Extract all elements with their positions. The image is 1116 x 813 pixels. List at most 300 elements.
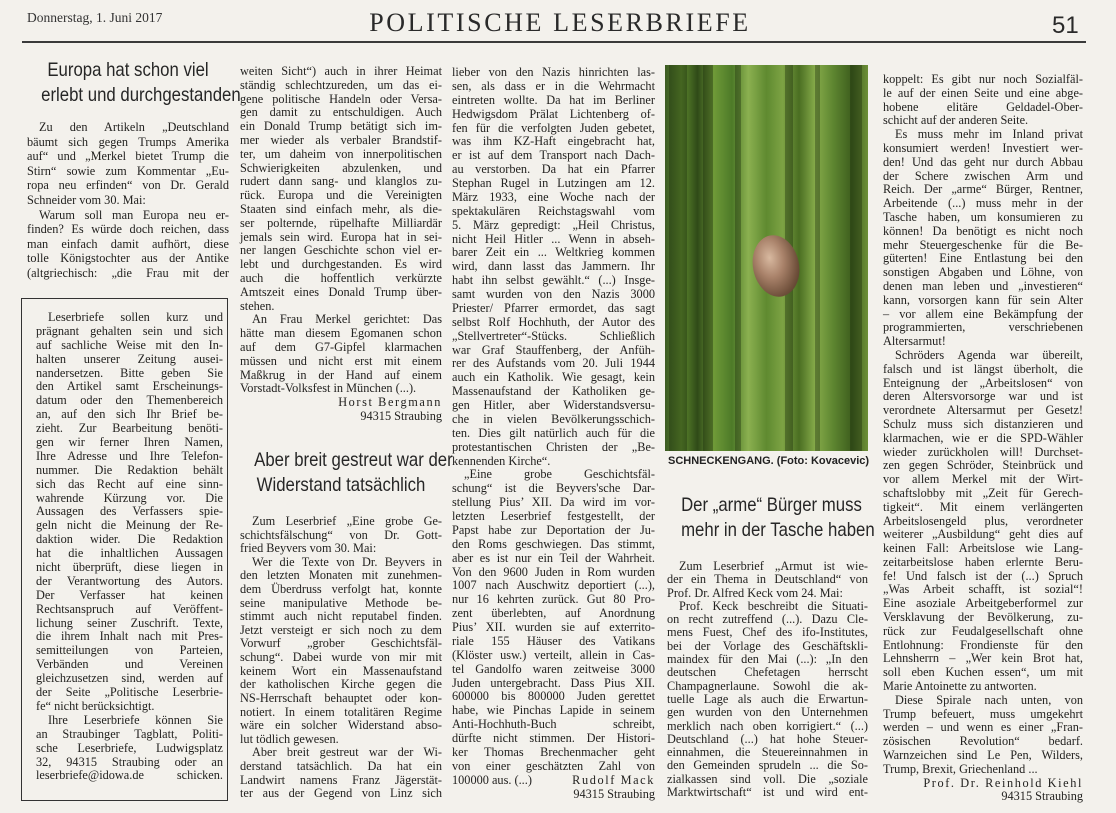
text-line [452, 205, 655, 219]
text-line [883, 101, 1083, 115]
line-text: rück. Europa und die Vereinigten [240, 188, 442, 203]
line-text: er ist auf dem Transport nach Dach- [452, 148, 655, 163]
text-line [36, 325, 223, 339]
line-text: habe, wie Pinchas Lapide in seinem [452, 703, 655, 718]
text-line [36, 603, 223, 617]
line-text: rudert dann sang- und klanglos zu- [240, 174, 442, 189]
line-text: Von den 9600 Juden in Rom wurden [452, 564, 655, 579]
line-text: nandersetzen. Bitte geben Sie [36, 365, 223, 380]
text-line [240, 369, 442, 383]
line-text: hätte man diesem Egomanen schon [240, 326, 442, 341]
line-text: dürfte nicht stimmen. Der Histori- [452, 731, 655, 745]
text-line [452, 704, 655, 718]
line-text: tolle Königstochter aus der Antike [27, 251, 229, 266]
line-text: der Seite „Politische Leserbrie- [36, 685, 223, 700]
text-line [36, 769, 223, 783]
text-line [240, 355, 442, 369]
author-place: 94315 Straubing [1001, 789, 1083, 804]
text-line [240, 651, 442, 665]
line-text: Deutschland (...) hat hohe Steuer- [667, 731, 868, 746]
line-text: ser polternde, rüpelhafte Milliardär [240, 215, 442, 230]
text-line [452, 122, 655, 136]
text-line [240, 120, 442, 134]
text-line [883, 308, 1083, 322]
line-text: hat die inhaltlichen Aussagen [36, 546, 223, 561]
text-line [452, 482, 655, 496]
text-line [240, 597, 442, 611]
text-line [452, 441, 655, 455]
line-text: Wer die Texte von Dr. Beyvers in [252, 554, 442, 569]
line-text: an, auf den sich Ihr Brief be- [36, 407, 223, 422]
text-line [883, 73, 1083, 87]
line-text: einnahmen, die Steuereinnahmen in [667, 745, 868, 760]
line-text: den Artikel samt Erscheinungs- [36, 379, 223, 394]
line-text: dem Überdruss verfolgt hat, konnte [240, 582, 442, 597]
text-line [452, 260, 655, 274]
text-line [452, 344, 655, 358]
line-text: gleichzusetzen sind, werden auf [36, 671, 223, 686]
line-text: seine manipulative Methode be- [240, 595, 442, 610]
text-line [452, 316, 655, 330]
text-line [452, 496, 655, 510]
text-line [27, 222, 229, 237]
text-line [452, 399, 655, 413]
text-line [240, 189, 442, 203]
text-line [883, 501, 1083, 515]
text-line [36, 547, 223, 561]
line-text: Aussagen des Verfassers spie- [36, 504, 223, 519]
line-text: zen gegen Schröder, Steinbrück und [883, 458, 1083, 473]
line-text: auch die hoffentlich verkürzte [240, 270, 442, 285]
text-line [452, 94, 655, 108]
line-text: Ihre Leserbriefe können Sie [48, 712, 223, 727]
text-line [452, 552, 655, 566]
article-headline [240, 448, 453, 498]
line-text: „Eine grobe Geschichtsfäl- [464, 467, 655, 482]
line-text: der Schere zwischen Arm und [883, 168, 1083, 183]
text-line [36, 533, 223, 547]
text-line [883, 528, 1083, 542]
text-line [452, 219, 655, 233]
text-line [452, 330, 655, 344]
text-line [240, 341, 442, 355]
text-line [36, 422, 223, 436]
line-text: Der Verfasser hat keinen [36, 587, 223, 602]
text-line [667, 626, 868, 639]
wood-grain [815, 65, 820, 451]
text-line [240, 542, 442, 556]
text-line [883, 708, 1083, 722]
line-text: hobene elitäre Geldadel-Ober- [883, 99, 1083, 114]
line-text: ropa neu erfinden“ von Dr. Gerald [27, 178, 229, 193]
wood-grain [850, 65, 862, 451]
line-text: Amtszeit eines Donald Trump über- [240, 284, 442, 299]
line-text: nicht überprüft, diese liegen in [36, 560, 223, 575]
line-text: 5. März gepredigt: „Heil Christus, [452, 217, 655, 232]
line-text: Trump befeuert, muss umgekehrt [883, 706, 1083, 721]
line-text: letzten Leserbrief festgestellt, der [452, 509, 655, 523]
line-text: rer des Aufstands vom 20. Juli 1944 [452, 356, 655, 371]
text-line [883, 721, 1083, 735]
line-text: wäre ein solcher Widerstand abso- [240, 718, 442, 733]
line-text: sche Leserbriefe, Ludwigsplatz [36, 740, 223, 755]
line-text: eintreten wollte. Da hat im Berliner [452, 92, 655, 107]
line-text: mer wieder als verbaler Brandstif- [240, 132, 442, 147]
text-line [883, 321, 1083, 335]
text-line [240, 692, 442, 706]
line-text: März 1933, eine Woche nach der [452, 189, 655, 204]
text-line [883, 625, 1083, 639]
line-text: ständig schlechtzureden, um das ei- [240, 77, 442, 92]
line-text: stehen. [240, 298, 275, 313]
article-text [667, 560, 868, 799]
line-text: selbst Rolf Hochhuth, der Autor des [452, 314, 655, 329]
text-line [452, 246, 655, 260]
text-line [240, 272, 442, 286]
text-line [27, 237, 229, 252]
line-text: Priester/ Pfarrer ermordet, das sagt [452, 300, 655, 315]
line-text: mehr Steuergeschenke für die Be- [883, 237, 1083, 252]
line-text: zeitarbeitslose haben erlernte Beru- [883, 554, 1083, 569]
text-line [27, 178, 229, 193]
text-line [667, 720, 868, 733]
text-line [452, 233, 655, 247]
line-text: 32, 94315 Straubing oder an [36, 754, 223, 769]
line-text: spektakulären Reichstagswahl vom [452, 203, 655, 218]
text-line [27, 266, 229, 281]
text-line [240, 286, 442, 300]
line-text: der ein Thema in Deutschland“ von [667, 572, 868, 587]
line-text: auf“ und „Merkel bietet Trump die [27, 149, 229, 164]
line-text: prägnant gehalten sein und sich [36, 323, 223, 338]
text-line [36, 450, 223, 464]
text-line [667, 773, 868, 786]
line-text: werden – und wenn es einer „Fran- [883, 720, 1083, 735]
line-text: man einfach damit aufhört, diese [27, 236, 229, 251]
line-text: nur 16 kehrten zurück. Gut 80 Pro- [452, 592, 655, 607]
line-text: Altersarmut! [883, 334, 946, 349]
line-text: Tasche haben, um konsumieren zu [883, 209, 1083, 224]
issue-date: Donnerstag, 1. Juni 2017 [27, 10, 163, 25]
line-text: Aber breit gestreut war der Wi- [252, 745, 442, 760]
text-line [36, 561, 223, 575]
line-text: Pius’ XII. wurden sie auf exterrito- [452, 620, 655, 634]
line-text: nummer. Die Redaktion behält [36, 462, 223, 477]
line-text: Stirn“ sowie zum Kommentar „Eu- [27, 163, 229, 178]
text-line [883, 114, 1083, 128]
text-line [36, 714, 223, 728]
line-text: den Roms geschwiegen. Das stimmt, [452, 536, 655, 551]
line-text: le auf der einen Seite und eine abge- [883, 85, 1083, 100]
text-line [667, 560, 868, 573]
line-text: Schröders Agenda war übereilt, [895, 347, 1083, 362]
text-line [36, 742, 223, 756]
headline-line: mehr in der Tasche haben [681, 519, 875, 541]
text-line [240, 203, 442, 217]
text-line [883, 87, 1083, 101]
line-text: An Frau Merkel gerichtet: Das [252, 312, 442, 327]
text-line [27, 251, 229, 266]
line-text: kennenden Kirche“. [452, 453, 551, 468]
line-text: Maßkrug in der Hand auf einem [240, 367, 442, 382]
text-line [883, 680, 1083, 694]
line-text: ein Donald Trump betätigt sich im- [240, 119, 442, 134]
text-line [36, 519, 223, 533]
text-line [452, 357, 655, 371]
headline-line: erlebt und durchgestanden [41, 84, 241, 106]
line-text: verordnete Altersarmut per Gesetz! [883, 403, 1083, 418]
text-line [452, 385, 655, 399]
line-text: gen damit zu entschuldigen. Auch [240, 105, 442, 120]
line-text: Massenaufstand der Katholiken ge- [452, 384, 655, 399]
text-line [883, 666, 1083, 680]
text-line [452, 538, 655, 552]
line-text: derstand tatsächlich. Da hat ein [240, 758, 442, 773]
line-text: weiterer „Ausbildung“ geht dies auf [883, 527, 1083, 542]
text-line [667, 759, 868, 772]
line-text: NS-Herrschaft behauptet oder kon- [240, 690, 442, 705]
text-line [452, 649, 655, 663]
line-text: Enteignung der „Arbeitslosen“ von [883, 375, 1083, 390]
line-text: (Klöster usw.) verteilt, allein in Cas- [452, 647, 655, 662]
text-line [240, 760, 442, 774]
author-place: 94315 Straubing [573, 786, 655, 801]
line-text: che in vielen Bevölkerungsschich- [452, 411, 655, 426]
text-line [667, 653, 868, 666]
line-text: stimmt auch nicht reputabel finden. [240, 609, 442, 624]
line-text: Verbänden und Vereinen [36, 657, 223, 672]
line-text: den! Und das geht nur durch Abbau [883, 154, 1083, 169]
line-text: an Straubinger Tagblatt, Politi- [36, 726, 223, 741]
text-line [883, 363, 1083, 377]
line-text: schung“. Dabei wurde von mir mit [240, 650, 442, 665]
text-line [883, 390, 1083, 404]
text-line [240, 719, 442, 733]
article-text [240, 65, 442, 424]
text-line [452, 718, 655, 732]
article-text [240, 515, 442, 801]
line-text: Zum Leserbrief „Eine grobe Ge- [252, 514, 442, 528]
text-line [452, 732, 655, 746]
author-name [240, 396, 442, 410]
text-line [667, 693, 868, 706]
text-line [36, 700, 223, 714]
line-text: zösischen Revolution“ bedarf. [883, 734, 1083, 749]
line-text: Papst habe zur Deportation der Ju- [452, 522, 655, 537]
text-line [36, 630, 223, 644]
line-text: Warum soll man Europa neu er- [39, 207, 229, 222]
line-text: 1007 nach Auschwitz deportiert (...), [452, 578, 655, 593]
text-line [883, 694, 1083, 708]
text-line [883, 404, 1083, 418]
line-text: müssen und nicht erst mit einem [240, 353, 442, 368]
text-line [883, 418, 1083, 432]
text-line [667, 573, 868, 586]
text-line [883, 170, 1083, 184]
line-text: schichtsfälschung“ von Dr. Gott- [240, 527, 442, 542]
line-text: Arbeitslosengeld plus, verordneter [883, 513, 1083, 528]
line-text: gen wurden von den Unternehmen [667, 705, 868, 720]
text-line [36, 617, 223, 631]
text-line [36, 367, 223, 381]
text-line [452, 635, 655, 649]
line-text: Es muss mehr im Inland privat [895, 127, 1083, 142]
line-text: Hedwigsdom Prälat Lichtenberg of- [452, 106, 655, 121]
line-text: gen Hitler, aber Widerstandsversu- [452, 398, 655, 412]
line-text: falsch und ist längst überholt, die [883, 361, 1083, 376]
snail-photo [665, 65, 868, 451]
line-text: lebt und durchgestanden. Es wird [240, 257, 442, 272]
line-text: Lehnsherrn – „Wer kein Brot hat, [883, 651, 1083, 666]
text-line [883, 459, 1083, 473]
line-text: schaftslobby mit „Zeit für Gerech- [883, 485, 1083, 500]
text-line [240, 244, 442, 258]
line-text: fe“ nicht berücksichtigt. [36, 698, 155, 713]
line-text: Eine asoziale Arbeitgeberformel zur [883, 596, 1083, 611]
text-line [27, 149, 229, 164]
line-text: sonstigen Abgaben und Löhne, von [883, 265, 1083, 280]
text-line [883, 225, 1083, 239]
line-text: ter aus der Gegend von Linz sich [240, 786, 442, 801]
text-line [240, 774, 442, 788]
line-text: lichung seiner Zuschrift. Texte, [36, 615, 223, 630]
line-text: den letzten Monaten mit zunehmen- [240, 568, 442, 583]
line-text: was ihm KZ-Haft eingebracht hat, [452, 134, 655, 149]
line-text: zent überlebten, auf Anordnung [452, 606, 655, 621]
text-line [240, 382, 442, 396]
text-line [36, 408, 223, 422]
text-line [240, 583, 442, 597]
text-line [452, 163, 655, 177]
line-text: maindex für den Mai (...): „In den [667, 652, 868, 667]
text-line [36, 644, 223, 658]
line-text: war Graf Stauffenberg, der Anfüh- [452, 342, 655, 357]
text-line [452, 510, 655, 524]
text-line [883, 335, 1083, 349]
text-line [883, 763, 1083, 777]
line-text: wird, dann lasst das Jammern. Ihr [452, 259, 655, 274]
headline-line: Europa hat schon viel [47, 59, 209, 81]
text-line [883, 156, 1083, 170]
line-text: Marie Antoinette zu antworten. [883, 679, 1037, 694]
text-line [36, 478, 223, 492]
text-line [452, 80, 655, 94]
text-line [667, 680, 868, 693]
text-line [240, 637, 442, 651]
text-line [667, 706, 868, 719]
line-text: Zu den Artikeln „Deutschland [39, 120, 229, 134]
text-line [667, 600, 868, 613]
line-text: 600000 bis 800000 Juden gerettet [452, 689, 655, 704]
article-text [452, 66, 655, 801]
line-text: barer Zeit ein ... Weltkrieg kommen [452, 245, 655, 260]
text-line [452, 371, 655, 385]
text-line [667, 786, 868, 799]
text-line [36, 339, 223, 353]
line-text: auf dem G7-Gipfel klarmachen [240, 339, 442, 354]
text-line [452, 566, 655, 580]
page-number: 51 [1052, 12, 1079, 39]
text-line [240, 610, 442, 624]
line-text: fen für die verfolgten Juden gebetet, [452, 120, 655, 135]
text-line [452, 455, 655, 469]
line-text: lut tödlich gewesen. [240, 731, 339, 746]
text-line [36, 492, 223, 506]
line-text: kann, vorsorgen kann für sein Alter [883, 292, 1083, 307]
line-text: Zum Leserbrief „Armut ist wie- [679, 559, 868, 573]
line-text: habt ihn selbst gewählt.“ (...) Insge- [452, 273, 655, 288]
line-text: ter, um daheim von innerpolitischen [240, 146, 442, 161]
line-text: Diese Spirale nach unten, von [895, 692, 1083, 707]
line-text: keinen Fall: Arbeitslose wie Lang- [883, 541, 1083, 556]
line-text: Vorstadt-Volksfest in München (...). [240, 381, 417, 396]
text-line [667, 613, 868, 626]
line-text: sich das Recht auf eine sinn- [36, 476, 223, 491]
line-text: gene politische Handeln oder Versa- [240, 91, 442, 106]
line-text: zialkassen sind voll. Die „soziale [667, 771, 868, 786]
photo-caption: SCHNECKENGANG. (Foto: Kovacevic) [668, 455, 870, 467]
text-line [883, 735, 1083, 749]
text-line [240, 148, 442, 162]
line-text: finden? Es würde doch reichen, dass [27, 222, 229, 237]
text-line [36, 394, 223, 408]
text-line [240, 746, 442, 760]
line-text: tel Gandolfo waren zeitweise 3000 [452, 661, 655, 676]
text-line [240, 300, 442, 314]
author-name: Rudolf Mack [572, 772, 655, 787]
line-text: au verstorben. Da hat ein Pfarrer [452, 162, 655, 177]
text-line [36, 505, 223, 519]
text-line [240, 569, 442, 583]
text-line [240, 556, 442, 570]
line-text: keinem Wort ein Massenaufstand [240, 663, 442, 678]
text-line [883, 570, 1083, 584]
line-text: Reich. Der „arme“ Bürger, Rentner, [883, 182, 1083, 197]
text-line [36, 658, 223, 672]
text-line [883, 473, 1083, 487]
line-text: deutschen Chefetagen herrscht [667, 665, 868, 680]
author-name-text: Prof. Dr. Reinhold Kiehl [923, 775, 1083, 790]
line-text: wieder zurückholen will! Durchset- [883, 444, 1083, 459]
line-text: stellung Pius’ XII. Da wird im vor- [452, 495, 655, 510]
line-text: riale 155 Häuser des Vatikans [452, 633, 655, 648]
text-line [36, 380, 223, 394]
line-text: Versklavung der Bevölkerung, zu- [883, 610, 1083, 625]
text-line [240, 175, 442, 189]
line-text: Ihre Adresse und Ihre Telefon- [36, 448, 223, 463]
text-line [240, 93, 442, 107]
text-line [36, 575, 223, 589]
text-line [883, 294, 1083, 308]
line-text: weiten Sicht“) auch in ihrer Heimat [240, 64, 442, 78]
line-text: die ihrem Inhalt nach mit Pres- [36, 629, 223, 644]
line-text: Schneider vom 30. Mai: [27, 192, 146, 207]
line-text: Landwirt namens Franz Jägerstät- [240, 772, 442, 787]
line-text: Warnzeichen sind Le Pen, Wilders, [883, 748, 1083, 763]
text-line [452, 746, 655, 760]
text-line [883, 142, 1083, 156]
text-line [240, 706, 442, 720]
text-line [36, 464, 223, 478]
line-text: protestantischen Christen der „Be- [452, 439, 655, 454]
text-line [36, 728, 223, 742]
line-text: daktion wider. Die Redaktion [36, 532, 223, 547]
article-text [883, 73, 1083, 804]
text-line [883, 211, 1083, 225]
submission-guidelines-box [21, 298, 228, 801]
text-line [883, 432, 1083, 446]
text-line [240, 624, 442, 638]
